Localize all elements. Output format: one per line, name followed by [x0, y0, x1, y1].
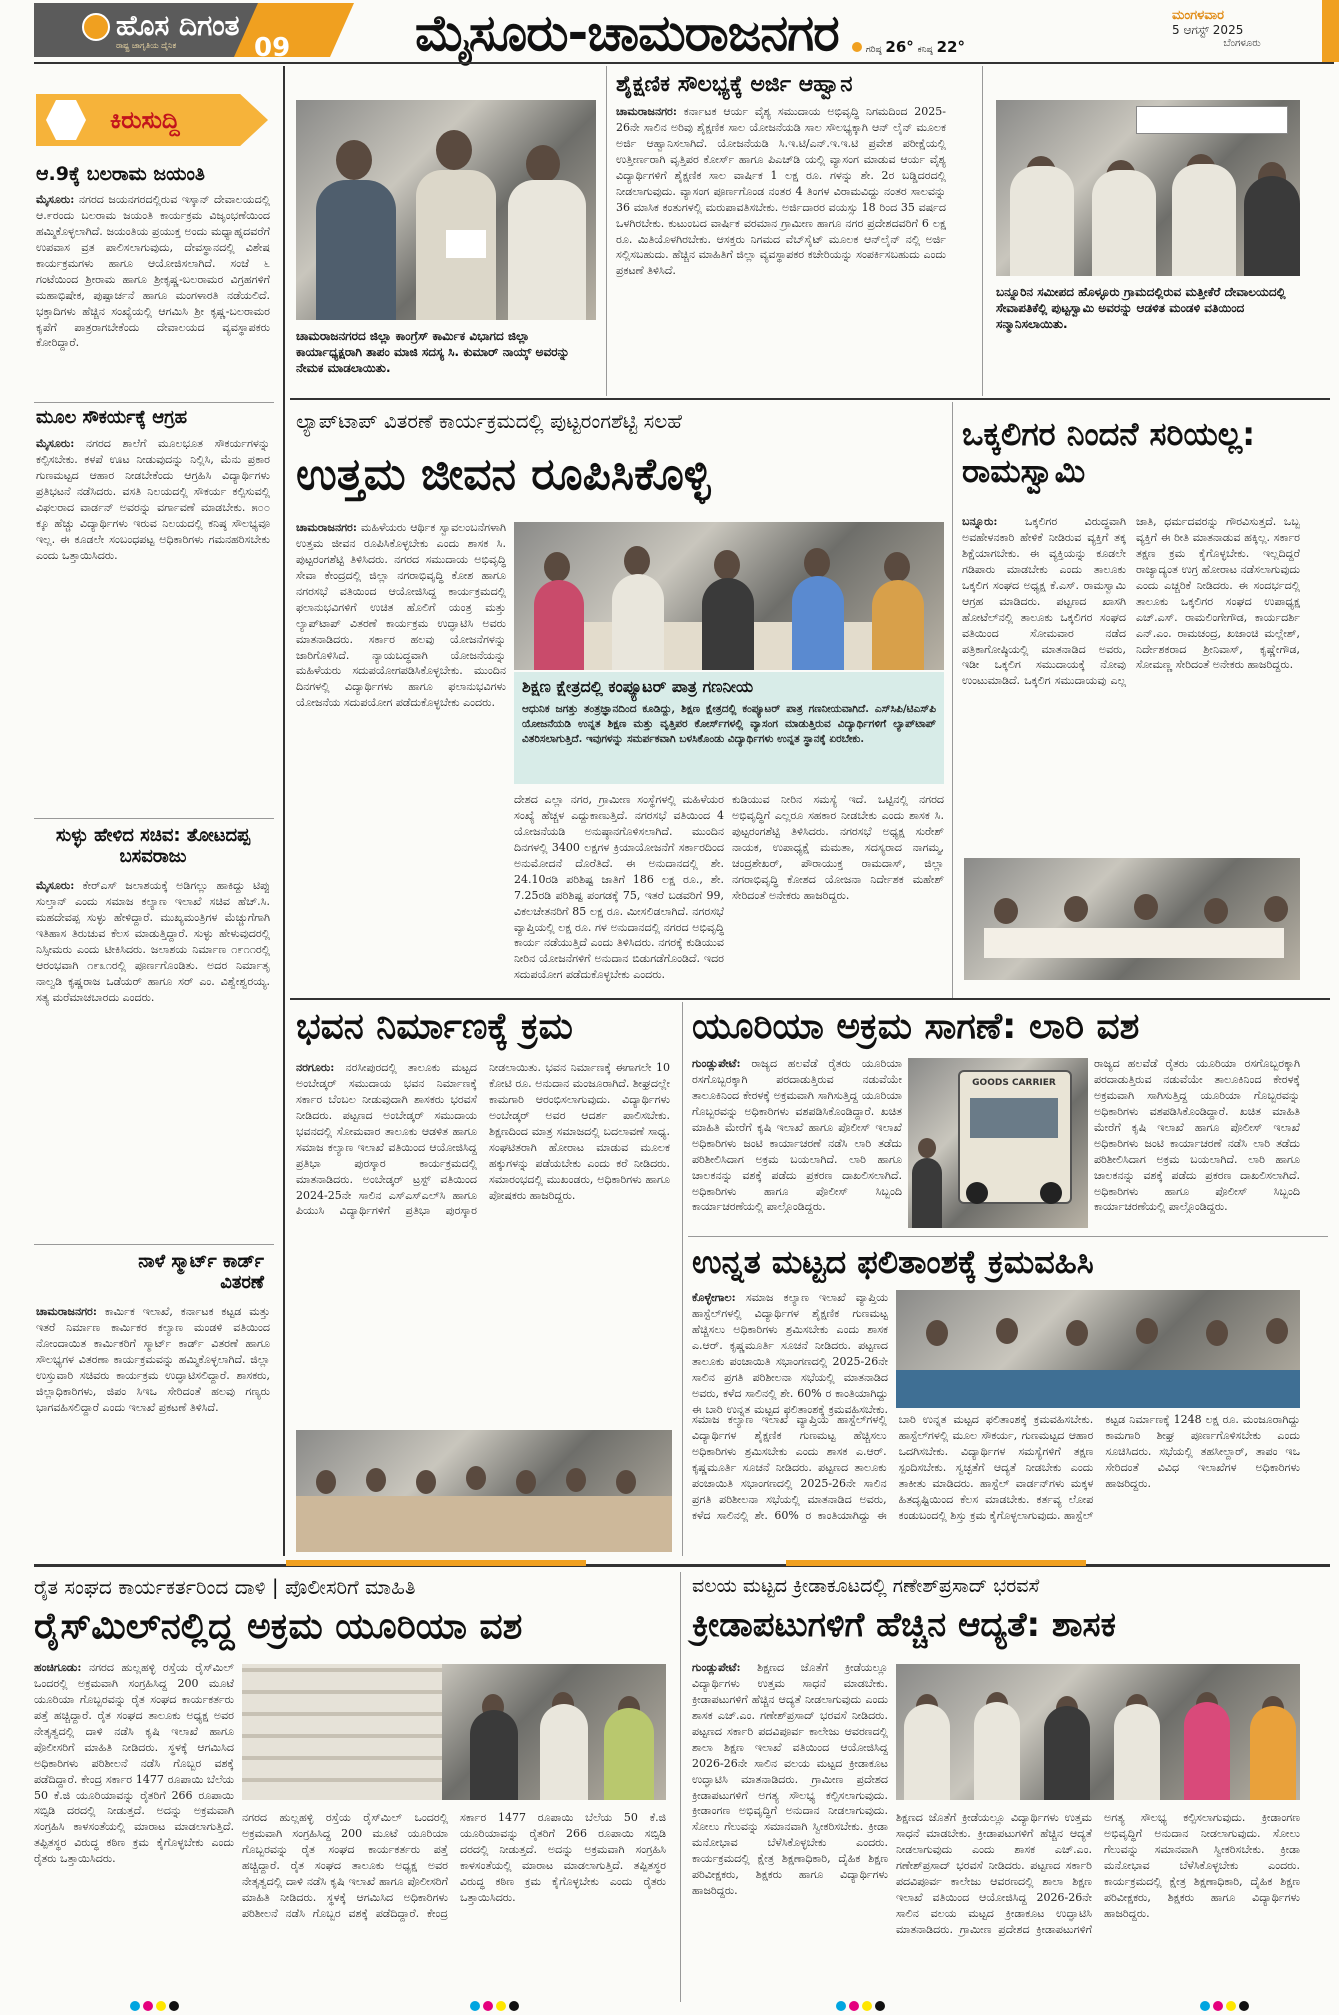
- masthead-rule: [34, 62, 1334, 64]
- urea-body-right: ರಾಜ್ಯದ ಹಲವೆಡೆ ರೈತರು ಯೂರಿಯಾ ರಸಗೊಬ್ಬರಕ್ಕಾಗಿ ಪರದಾಡುತ್ತಿರುವ ನಡುವೆಯೇ ತಾಲೂಕಿನಿಂದ ಕೇರಳಕ್ಕೆ ಅಕ್ರಮವಾಗಿ ಸಾಗಿಸುತ್ತಿದ್ದ ಯೂರಿಯಾ ಗೊಬ್ಬರವನ್ನು ಅಧಿಕಾರಿಗಳು ವಶಪಡಿಸಿಕೊಂಡಿದ್ದಾರೆ. ಖಚಿತ ಮಾಹಿತಿ ಮೇರೆಗೆ ಕೃಷಿ ಇಲಾಖೆ ಹಾಗೂ ಪೊಲೀಸ್ ಇಲಾಖೆ ಅಧಿಕಾರಿಗಳು ಜಂಟಿ ಕಾರ್ಯಾಚರಣೆ ನಡೆಸಿ ಲಾರಿ ತಡೆದು ಪರಿಶೀಲಿಸಿದಾಗ ಅಕ್ರಮ ಬಯಲಾಗಿದೆ. ಲಾರಿ ಹಾಗೂ ಚಾಲಕನನ್ನು ವಶಕ್ಕೆ ಪಡೆದು ಪ್ರಕರಣ ದಾಖಲಿಸಲಾಗಿದೆ. ಅಧಿಕಾರಿಗಳು ಹಾಗೂ ಪೊಲೀಸ್ ಸಿಬ್ಬಂದಿ ಕಾರ್ಯಾಚರಣೆಯಲ್ಲಿ ಪಾಲ್ಗೊಂಡಿದ್ದರು.: [1094, 1057, 1300, 1214]
- sidebar-item-headline[interactable]: ಆ.9ಕ್ಕೆ ಬಲರಾಮ ಜಯಂತಿ: [36, 163, 205, 185]
- city-label: ಬೆಂಗಳೂರು: [1223, 38, 1261, 49]
- photo-felicitation: [996, 100, 1300, 276]
- urea-body-left: ಗುಂಡ್ಲುಪೇಟೆ: ರಾಜ್ಯದ ಹಲವೆಡೆ ರೈತರು ಯೂರಿಯಾ ರಸಗೊಬ್ಬರಕ್ಕಾಗಿ ಪರದಾಡುತ್ತಿರುವ ನಡುವೆಯೇ ತಾಲೂಕಿನಿಂದ ಕೇರಳಕ್ಕೆ ಅಕ್ರಮವಾಗಿ ಸಾಗಿಸುತ್ತಿದ್ದ ಯೂರಿಯಾ ಗೊಬ್ಬರವನ್ನು ಅಧಿಕಾರಿಗಳು ವಶಪಡಿಸಿಕೊಂಡಿದ್ದಾರೆ. ಖಚಿತ ಮಾಹಿತಿ ಮೇರೆಗೆ ಕೃಷಿ ಇಲಾಖೆ ಹಾಗೂ ಪೊಲೀಸ್ ಇಲಾಖೆ ಅಧಿಕಾರಿಗಳು ಜಂಟಿ ಕಾರ್ಯಾಚರಣೆ ನಡೆಸಿ ಲಾರಿ ತಡೆದು ಪರಿಶೀಲಿಸಿದಾಗ ಅಕ್ರಮ ಬಯಲಾಗಿದೆ. ಲಾರಿ ಹಾಗೂ ಚಾಲಕನನ್ನು ವಶಕ್ಕೆ ಪಡೆದು ಪ್ರಕರಣ ದಾಖಲಿಸಲಾಗಿದೆ. ಅಧಿಕಾರಿಗಳು ಹಾಗೂ ಪೊಲೀಸ್ ಸಿಬ್ಬಂದಿ ಕಾರ್ಯಾಚರಣೆಯಲ್ಲಿ ಪಾಲ್ಗೊಂಡಿದ್ದರು.: [692, 1057, 902, 1214]
- rice-body-right: ನಗರದ ಹುಲ್ಲಹಳ್ಳಿ ರಸ್ತೆಯ ರೈಸ್‌ಮಿಲ್ ಒಂದರಲ್ಲಿ ಅಕ್ರಮವಾಗಿ ಸಂಗ್ರಹಿಸಿದ್ದ 200 ಮೂಟೆ ಯೂರಿಯಾ ಗೊಬ್ಬರವನ್ನು ರೈತ ಸಂಘದ ಕಾರ್ಯಕರ್ತರು ಪತ್ತೆ ಹಚ್ಚಿದ್ದಾರೆ. ರೈತ ಸಂಘದ ತಾಲೂಕು ಅಧ್ಯಕ್ಷ ಅವರ ನೇತೃತ್ವದಲ್ಲಿ ದಾಳಿ ನಡೆಸಿ ಕೃಷಿ ಇಲಾಖೆ ಹಾಗೂ ಪೊಲೀಸರಿಗೆ ಮಾಹಿತಿ ನೀಡಿದರು. ಸ್ಥಳಕ್ಕೆ ಆಗಮಿಸಿದ ಅಧಿಕಾರಿಗಳು ಪರಿಶೀಲನೆ ನಡೆಸಿ ಗೊಬ್ಬರ ವಶಕ್ಕೆ ಪಡೆದಿದ್ದಾರೆ. ಕೇಂದ್ರ ಸರ್ಕಾರ 1477 ರೂಪಾಯಿ ಬೆಲೆಯ 50 ಕೆ.ಜಿ ಯೂರಿಯಾವನ್ನು ರೈತರಿಗೆ 266 ರೂಪಾಯಿ ಸಬ್ಸಿಡಿ ದರದಲ್ಲಿ ನೀಡುತ್ತದೆ. ಅದನ್ನು ಅಕ್ರಮವಾಗಿ ಸಂಗ್ರಹಿಸಿ ಕಾಳಸಂತೆಯಲ್ಲಿ ಮಾರಾಟ ಮಾಡಲಾಗುತ್ತಿದೆ. ತಪ್ಪಿತಸ್ಥರ ವಿರುದ್ಧ ಕಠಿಣ ಕ್ರಮ ಕೈಗೊಳ್ಳಬೇಕು ಎಂದು ರೈತರು ಒತ್ತಾಯಿಸಿದರು.: [242, 1811, 666, 1920]
- weather-box: ಗರಿಷ್ಠ 26° ಕನಿಷ್ಠ 22°: [852, 38, 965, 56]
- day-label: ಮಂಗಳವಾರ: [1172, 8, 1225, 23]
- photo-students-award: [296, 1430, 672, 1552]
- photo-caption: ಬನ್ನೂರಿನ ಸಮೀಪದ ಹೊಳ್ಳೂರು ಗ್ರಾಮದಲ್ಲಿರುವ ಮತ್ತೀಕೆರೆ ದೇವಾಲಯದಲ್ಲಿ ಸೇವಾಪತಿಕೆಲ್ಲಿ ಪುಟ್ಟಸ್ವಾಮಿ ಅವರನ್ನು ಆಡಳಿತ ಮಂಡಳಿ ವತಿಯಿಂದ ಸನ್ಮಾನಿಸಲಾಯಿತು.: [996, 285, 1286, 332]
- photo-urea-sacks: [242, 1664, 666, 1800]
- bhavana-body: ನರಗೂರು: ನರಸೀಪುರದಲ್ಲಿ ತಾಲೂಕು ಮಟ್ಟದ ಅಂಬೇಡ್ಕರ್ ಸಮುದಾಯ ಭವನ ನಿರ್ಮಾಣಕ್ಕೆ ಸರ್ಕಾರ ಬೆಂಬಲ ನೀಡುವುದಾಗಿ ಶಾಸಕರು ಭರವಸೆ ನೀಡಿದರು. ಪಟ್ಟಣದ ಅಂಬೇಡ್ಕರ್ ಸಮುದಾಯ ಭವನದಲ್ಲಿ ಸೋಮವಾರ ತಾಲೂಕು ಆಡಳಿತ ಹಾಗೂ ಸಮಾಜ ಕಲ್ಯಾಣ ಇಲಾಖೆ ವತಿಯಿಂದ ಆಯೋಜಿಸಿದ್ದ ಪ್ರತಿಭಾ ಪುರಸ್ಕಾರ ಕಾರ್ಯಕ್ರಮದಲ್ಲಿ ಮಾತನಾಡಿದರು. ಅಂಬೇಡ್ಕರ್ ಟ್ರಸ್ಟ್ ವತಿಯಿಂದ 2024-25ನೇ ಸಾಲಿನ ಎಸ್‌ಎಸ್‌ಎಲ್‌ಸಿ ಹಾಗೂ ಪಿಯುಸಿ ವಿದ್ಯಾರ್ಥಿಗಳಿಗೆ ಪ್ರತಿಭಾ ಪುರಸ್ಕಾರ ನೀಡಲಾಯಿತು. ಭವನ ನಿರ್ಮಾಣಕ್ಕೆ ಈಗಾಗಲೇ 10 ಕೋಟಿ ರೂ. ಅನುದಾನ ಮಂಜೂರಾಗಿದೆ. ಶೀಘ್ರದಲ್ಲೇ ಕಾಮಗಾರಿ ಆರಂಭಿಸಲಾಗುವುದು. ವಿದ್ಯಾರ್ಥಿಗಳು ಅಂಬೇಡ್ಕರ್ ಅವರ ಆದರ್ಶ ಪಾಲಿಸಬೇಕು. ಶಿಕ್ಷಣದಿಂದ ಮಾತ್ರ ಸಮಾಜದಲ್ಲಿ ಬದಲಾವಣೆ ಸಾಧ್ಯ. ಸಂಘಟಿತರಾಗಿ ಹೋರಾಟ ಮಾಡುವ ಮೂಲಕ ಹಕ್ಕುಗಳನ್ನು ಪಡೆಯಬೇಕು ಎಂದು ಕರೆ ನೀಡಿದರು. ಸಮಾರಂಭದಲ್ಲಿ ಮುಖಂಡರು, ಅಧಿಕಾರಿಗಳು ಹಾಗೂ ಪೋಷಕರು ಹಾಜರಿದ್ದರು.: [296, 1061, 670, 1218]
- rice-kicker: ರೈತ ಸಂಘದ ಕಾರ್ಯಕರ್ತರಿಂದ ದಾಳಿ | ಪೊಲೀಸರಿಗೆ ಮಾಹಿತಿ: [34, 1575, 416, 1599]
- photo-sports-meet: [896, 1664, 1300, 1800]
- laptop-headline[interactable]: ಉತ್ತಮ ಜೀವನ ರೂಪಿಸಿಕೊಳ್ಳಿ: [296, 449, 711, 500]
- result-body: ಸಮಾಜ ಕಲ್ಯಾಣ ಇಲಾಖೆ ವ್ಯಾಪ್ತಿಯ ಹಾಸ್ಟೆಲ್‌ಗಳಲ್ಲಿ ವಿದ್ಯಾರ್ಥಿಗಳ ಶೈಕ್ಷಣಿಕ ಗುಣಮಟ್ಟ ಹೆಚ್ಚಿಸಲು ಅಧಿಕಾರಿಗಳು ಶ್ರಮಿಸಬೇಕು ಎಂದು ಶಾಸಕ ಎ.ಆರ್. ಕೃಷ್ಣಮೂರ್ತಿ ಸೂಚನೆ ನೀಡಿದರು. ಪಟ್ಟಣದ ತಾಲೂಕು ಪಂಚಾಯಿತಿ ಸಭಾಂಗಣದಲ್ಲಿ 2025-26ನೇ ಸಾಲಿನ ಪ್ರಗತಿ ಪರಿಶೀಲನಾ ಸಭೆಯಲ್ಲಿ ಮಾತನಾಡಿದ ಅವರು, ಕಳೆದ ಸಾಲಿನಲ್ಲಿ ಶೇ. 60% ರ ಕಾಂತಿಯಾಗಿದ್ದು ಈ ಬಾರಿ ಉನ್ನತ ಮಟ್ಟದ ಫಲಿತಾಂಶಕ್ಕೆ ಕ್ರಮವಹಿಸಬೇಕು. ಹಾಸ್ಟೆಲ್‌ಗಳಲ್ಲಿ ಮೂಲ ಸೌಕರ್ಯ, ಗುಣಮಟ್ಟದ ಆಹಾರ ಒದಗಿಸಬೇಕು. ವಿದ್ಯಾರ್ಥಿಗಳ ಸಮಸ್ಯೆಗಳಿಗೆ ತಕ್ಷಣ ಸ್ಪಂದಿಸಬೇಕು. ಸ್ವಚ್ಛತೆಗೆ ಆದ್ಯತೆ ನೀಡಬೇಕು ಎಂದು ತಾಕೀತು ಮಾಡಿದರು. ಹಾಸ್ಟೆಲ್ ವಾರ್ಡನ್‌ಗಳು ಮಕ್ಕಳ ಹಿತದೃಷ್ಟಿಯಿಂದ ಕೆಲಸ ಮಾಡಬೇಕು. ಕರ್ತವ್ಯ ಲೋಪ ಕಂಡುಬಂದಲ್ಲಿ ಶಿಸ್ತು ಕ್ರಮ ಕೈಗೊಳ್ಳಲಾಗುವುದು. ಹಾಸ್ಟೆಲ್ ಕಟ್ಟಡ ನಿರ್ಮಾಣಕ್ಕೆ 1248 ಲಕ್ಷ ರೂ. ಮಂಜೂರಾಗಿದ್ದು ಕಾಮಗಾರಿ ಶೀಘ್ರ ಪೂರ್ಣಗೊಳಿಸಬೇಕು ಎಂದು ಸೂಚಿಸಿದರು. ಸಭೆಯಲ್ಲಿ ತಹಸೀಲ್ದಾರ್, ತಾಪಂ ಇಒ ಸೇರಿದಂತೆ ವಿವಿಧ ಇಲಾಖೆಗಳ ಅಧಿಕಾರಿಗಳು ಹಾಜರಿದ್ದರು.: [692, 1413, 1300, 1522]
- laptop-body-left: ಚಾಮರಾಜನಗರ: ಮಹಿಳೆಯರು ಆರ್ಥಿಕ ಸ್ವಾವಲಂಬನೆಗಳಾಗಿ ಉತ್ತಮ ಜೀವನ ರೂಪಿಸಿಕೊಳ್ಳಬೇಕು ಎಂದು ಶಾಸಕ ಸಿ. ಪುಟ್ಟರಂಗಶೆಟ್ಟಿ ತಿಳಿಸಿದರು. ನಗರದ ಸಮುದಾಯ ಅಭಿವೃದ್ಧಿ ಸೇವಾ ಕೇಂದ್ರದಲ್ಲಿ ಜಿಲ್ಲಾ ನಗರಾಭಿವೃದ್ಧಿ ಕೋಶ ಹಾಗೂ ನಗರಸಭೆ ವತಿಯಿಂದ ಆಯೋಜಿಸಿದ್ದ ಕಾರ್ಯಕ್ರಮದಲ್ಲಿ ಫಲಾನುಭವಿಗಳಿಗೆ ಉಚಿತ ಹೊಲಿಗೆ ಯಂತ್ರ ಮತ್ತು ಲ್ಯಾಪ್‌ಟಾಪ್ ವಿತರಣೆ ಕಾರ್ಯಕ್ರಮ ಉದ್ಘಾಟಿಸಿ ಅವರು ಮಾತನಾಡಿದರು. ಸರ್ಕಾರ ಹಲವು ಯೋಜನೆಗಳನ್ನು ಜಾರಿಗೊಳಿಸಿದೆ. ನ್ಯಾಯಬದ್ಧವಾಗಿ ಯೋಜನೆಯನ್ನು ಮಹಿಳೆಯರು ಸದುಪಯೋಗಪಡಿಸಿಕೊಳ್ಳಬೇಕು. ಮುಂದಿನ ದಿನಗಳಲ್ಲಿ ವಿದ್ಯಾರ್ಥಿಗಳು ಹಾಗೂ ಫಲಾನುಭವಿಗಳು ಯೋಜನೆಯ ಸದುಪಯೋಗ ಪಡೆದುಕೊಳ್ಳಬೇಕು ಎಂದರು.: [296, 521, 506, 710]
- sidebar: [34, 66, 280, 1556]
- sidebar-item-body: ಮೈಸೂರು: ನಗರದ ಶಾಲೆಗೆ ಮೂಲಭೂತ ಸೌಕರ್ಯಗಳನ್ನು ಕಲ್ಪಿಸಬೇಕು. ಕಳಪೆ ಊಟ ನೀಡುವುದನ್ನು ನಿಲ್ಲಿಸಿ, ಮೆನು ಪ್ರಕಾರ ಗುಣಮಟ್ಟದ ಆಹಾರ ನೀಡಬೇಕೆಂದು ಆಗ್ರಹಿಸಿ ವಿದ್ಯಾರ್ಥಿಗಳು ಪ್ರತಿಭಟನೆ ನಡೆಸಿದರು. ವಸತಿ ನಿಲಯದಲ್ಲಿ ಸೌಕರ್ಯ ಕಲ್ಪಿಸುವಲ್ಲಿ ವಿಫಲರಾದ ವಾರ್ಡನ್ ಅವರನ್ನು ವರ್ಗಾವಣೆ ಮಾಡಬೇಕು. ೫೦೦ ಕ್ಕೂ ಹೆಚ್ಚು ವಿದ್ಯಾರ್ಥಿಗಳು ಇರುವ ನಿಲಯದಲ್ಲಿ ಕನಿಷ್ಠ ಸೌಲಭ್ಯವೂ ಇಲ್ಲ. ಈ ಕೂಡಲೇ ಸಂಬಂಧಪಟ್ಟ ಅಧಿಕಾರಿಗಳು ಗಮನಹರಿಸಬೇಕು ಎಂದು ಒತ್ತಾಯಿಸಿದರು.: [36, 437, 270, 562]
- sports-body-right: ಶಿಕ್ಷಣದ ಜೊತೆಗೆ ಕ್ರೀಡೆಯಲ್ಲೂ ವಿದ್ಯಾರ್ಥಿಗಳು ಉತ್ತಮ ಸಾಧನೆ ಮಾಡಬೇಕು. ಕ್ರೀಡಾಪಟುಗಳಿಗೆ ಹೆಚ್ಚಿನ ಆದ್ಯತೆ ನೀಡಲಾಗುವುದು ಎಂದು ಶಾಸಕ ಎಚ್.ಎಂ. ಗಣೇಶ್‌ಪ್ರಸಾದ್ ಭರವಸೆ ನೀಡಿದರು. ಪಟ್ಟಣದ ಸರ್ಕಾರಿ ಪದವಿಪೂರ್ವ ಕಾಲೇಜು ಆವರಣದಲ್ಲಿ ಶಾಲಾ ಶಿಕ್ಷಣ ಇಲಾಖೆ ವತಿಯಿಂದ ಆಯೋಜಿಸಿದ್ದ 2026-26ನೇ ಸಾಲಿನ ವಲಯ ಮಟ್ಟದ ಕ್ರೀಡಾಕೂಟ ಉದ್ಘಾಟಿಸಿ ಮಾತನಾಡಿದರು. ಗ್ರಾಮೀಣ ಪ್ರದೇಶದ ಕ್ರೀಡಾಪಟುಗಳಿಗೆ ಅಗತ್ಯ ಸೌಲಭ್ಯ ಕಲ್ಪಿಸಲಾಗುವುದು. ಕ್ರೀಡಾಂಗಣ ಅಭಿವೃದ್ಧಿಗೆ ಅನುದಾನ ನೀಡಲಾಗುವುದು. ಸೋಲು ಗೆಲುವನ್ನು ಸಮಾನವಾಗಿ ಸ್ವೀಕರಿಸಬೇಕು. ಕ್ರೀಡಾ ಮನೋಭಾವ ಬೆಳೆಸಿಕೊಳ್ಳಬೇಕು ಎಂದರು. ಕಾರ್ಯಕ್ರಮದಲ್ಲಿ ಕ್ಷೇತ್ರ ಶಿಕ್ಷಣಾಧಿಕಾರಿ, ದೈಹಿಕ ಶಿಕ್ಷಣ ಪರಿವೀಕ್ಷಕರು, ಶಿಕ್ಷಕರು ಹಾಗೂ ವಿದ್ಯಾರ್ಥಿಗಳು ಹಾಜರಿದ್ದರು.: [896, 1811, 1300, 1936]
- urea-headline[interactable]: ಯೂರಿಯಾ ಅಕ್ರಮ ಸಾಗಣೆ: ಲಾರಿ ವಶ: [692, 1006, 1140, 1047]
- sidebar-item-headline[interactable]: ಮೂಲ ಸೌಕರ್ಯಕ್ಕೆ ಆಗ್ರಹ: [36, 407, 188, 428]
- color-registration-marks: [836, 1996, 888, 2015]
- lorry-label: GOODS CARRIER: [972, 1078, 1056, 1088]
- laptop-kicker: ಲ್ಯಾಪ್‌ಟಾಪ್ ವಿತರಣೆ ಕಾರ್ಯಕ್ರಮದಲ್ಲಿ ಪುಟ್ಟರಂಗಶೆಟ್ಟಿ ಸಲಹೆ: [296, 409, 682, 433]
- edition-title: ಮೈಸೂರು-ಚಾಮರಾಜನಗರ: [415, 4, 839, 62]
- laptop-body-bottom: ಕುಡಿಯುವ ನೀರಿನ ಸಮಸ್ಯೆ ಇದೆ. ಒಟ್ಟಿನಲ್ಲಿ ನಗರದ ಅಭಿವೃದ್ಧಿಗೆ ಎಲ್ಲರೂ ಸಹಕಾರ ನೀಡಬೇಕು ಎಂದು ಶಾಸಕ ಸಿ. ಪುಟ್ಟರಂಗಶೆಟ್ಟಿ ತಿಳಿಸಿದರು. ನಗರಸಭೆ ಅಧ್ಯಕ್ಷ ಸುರೇಶ್ ನಾಯಕ, ಉಪಾಧ್ಯಕ್ಷೆ ಮಮತಾ, ಸದಸ್ಯರಾದ ನಾಗಮ್ಮ, ಚಂದ್ರಶೇಖರ್, ಪೌರಾಯುಕ್ತ ರಾಮದಾಸ್, ಜಿಲ್ಲಾ ನಗರಾಭಿವೃದ್ಧಿ ಕೋಶದ ಯೋಜನಾ ನಿರ್ದೇಶಕ ಮಹೇಶ್ ಸೇರಿದಂತೆ ಅನೇಕರು ಹಾಜರಿದ್ದರು.: [732, 793, 944, 902]
- sun-icon: [852, 42, 862, 52]
- sidebar-item-headline[interactable]: ಸುಳ್ಳು ಹೇಳಿದ ಸಚಿವ: ತೋಟದಪ್ಪ ಬಸವರಾಜು: [55, 825, 251, 867]
- logo-icon: [82, 13, 110, 41]
- photo-press-meet: [964, 858, 1300, 980]
- pull-quote-box: [514, 672, 944, 784]
- color-registration-marks: [1200, 1996, 1252, 2015]
- logo-text: ಹೊಸ ದಿಗಂತ: [116, 9, 240, 42]
- photo-lorry: [908, 1058, 1088, 1228]
- pull-headline: ಶಿಕ್ಷಣ ಕ್ಷೇತ್ರದಲ್ಲಿ ಕಂಪ್ಯೂಟರ್ ಪಾತ್ರ ಗಣನೀಯ: [522, 677, 754, 696]
- sidebar-title: ಕಿರುಸುದ್ದಿ: [110, 106, 180, 134]
- divider-accent: [286, 1560, 586, 1566]
- sports-body-left: ಗುಂಡ್ಲುಪೇಟೆ: ಶಿಕ್ಷಣದ ಜೊತೆಗೆ ಕ್ರೀಡೆಯಲ್ಲೂ ವಿದ್ಯಾರ್ಥಿಗಳು ಉತ್ತಮ ಸಾಧನೆ ಮಾಡಬೇಕು. ಕ್ರೀಡಾಪಟುಗಳಿಗೆ ಹೆಚ್ಚಿನ ಆದ್ಯತೆ ನೀಡಲಾಗುವುದು ಎಂದು ಶಾಸಕ ಎಚ್.ಎಂ. ಗಣೇಶ್‌ಪ್ರಸಾದ್ ಭರವಸೆ ನೀಡಿದರು. ಪಟ್ಟಣದ ಸರ್ಕಾರಿ ಪದವಿಪೂರ್ವ ಕಾಲೇಜು ಆವರಣದಲ್ಲಿ ಶಾಲಾ ಶಿಕ್ಷಣ ಇಲಾಖೆ ವತಿಯಿಂದ ಆಯೋಜಿಸಿದ್ದ 2026-26ನೇ ಸಾಲಿನ ವಲಯ ಮಟ್ಟದ ಕ್ರೀಡಾಕೂಟ ಉದ್ಘಾಟಿಸಿ ಮಾತನಾಡಿದರು. ಗ್ರಾಮೀಣ ಪ್ರದೇಶದ ಕ್ರೀಡಾಪಟುಗಳಿಗೆ ಅಗತ್ಯ ಸೌಲಭ್ಯ ಕಲ್ಪಿಸಲಾಗುವುದು. ಕ್ರೀಡಾಂಗಣ ಅಭಿವೃದ್ಧಿಗೆ ಅನುದಾನ ನೀಡಲಾಗುವುದು. ಸೋಲು ಗೆಲುವನ್ನು ಸಮಾನವಾಗಿ ಸ್ವೀಕರಿಸಬೇಕು. ಕ್ರೀಡಾ ಮನೋಭಾವ ಬೆಳೆಸಿಕೊಳ್ಳಬೇಕು ಎಂದರು. ಕಾರ್ಯಕ್ರಮದಲ್ಲಿ ಕ್ಷೇತ್ರ ಶಿಕ್ಷಣಾಧಿಕಾರಿ, ದೈಹಿಕ ಶಿಕ್ಷಣ ಪರಿವೀಕ್ಷಕರು, ಶಿಕ್ಷಕರು ಹಾಗೂ ವಿದ್ಯಾರ್ಥಿಗಳು ಹಾಜರಿದ್ದರು.: [692, 1661, 888, 1898]
- sidebar-item-headline[interactable]: ನಾಳೆ ಸ್ಮಾರ್ಟ್ ಕಾರ್ಡ್ ವಿತರಣೆ: [138, 1251, 264, 1293]
- logo-block[interactable]: [34, 3, 354, 63]
- divider-accent: [786, 1560, 1086, 1566]
- accent-bar: [1322, 0, 1339, 62]
- photo-handover: [296, 100, 596, 320]
- photo-laptop-distribution: [514, 522, 944, 670]
- pull-body: ಆಧುನಿಕ ಜಗತ್ತು ತಂತ್ರಜ್ಞಾನದಿಂದ ಕೂಡಿದ್ದು, ಶಿಕ್ಷಣ ಕ್ಷೇತ್ರದಲ್ಲಿ ಕಂಪ್ಯೂಟರ್ ಪಾತ್ರ ಗಣನೀಯವಾಗಿದೆ. ಎಸ್‌ಸಿಪಿ/ಟಿಎಸ್‌ಪಿ ಯೋಜನೆಯಡಿ ಉನ್ನತ ಶಿಕ್ಷಣ ಮತ್ತು ವೃತ್ತಿಪರ ಕೋರ್ಸ್‌ಗಳಲ್ಲಿ ವ್ಯಾಸಂಗ ಮಾಡುತ್ತಿರುವ ವಿದ್ಯಾರ್ಥಿಗಳಿಗೆ ಲ್ಯಾಪ್‌ಟಾಪ್ ವಿತರಿಸಲಾಗುತ್ತಿದೆ. ಇವುಗಳನ್ನು ಸಮರ್ಪಕವಾಗಿ ಬಳಸಿಕೊಂಡು ವಿದ್ಯಾರ್ಥಿಗಳು ಉನ್ನತ ಸ್ಥಾನಕ್ಕೆ ಏರಬೇಕು.: [522, 703, 936, 746]
- color-registration-marks: [130, 1996, 182, 2015]
- sidebar-header: [36, 94, 268, 146]
- page-number: 09: [254, 33, 291, 63]
- story-headline[interactable]: ಶೈಕ್ಷಣಿಕ ಸೌಲಭ್ಯಕ್ಕೆ ಅರ್ಜಿ ಆಹ್ವಾನ: [616, 72, 853, 97]
- result-headline[interactable]: ಉನ್ನತ ಮಟ್ಟದ ಫಲಿತಾಂಶಕ್ಕೆ ಕ್ರಮವಹಿಸಿ: [692, 1243, 1094, 1281]
- sidebar-item-body: ಮೈಸೂರು: ಕೇರ್‌ಎಸ್ ಜಲಾಶಯಕ್ಕೆ ಅಡಿಗಲ್ಲು ಹಾಕಿದ್ದು ಟಿಪ್ಪು ಸುಲ್ತಾನ್ ಎಂದು ಸಮಾಜ ಕಲ್ಯಾಣ ಇಲಾಖೆ ಸಚಿವ ಹೆಚ್.ಸಿ. ಮಹದೇವಪ್ಪ ಸುಳ್ಳು ಹೇಳಿದ್ದಾರೆ. ಮುಖ್ಯಮಂತ್ರಿಗಳ ಮೆಚ್ಚುಗೆಗಾಗಿ ಇತಿಹಾಸ ತಿರುಚುವ ಕೆಲಸ ಮಾಡುತ್ತಿದ್ದಾರೆ. ಸುಳ್ಳು ಹೇಳುವುದರಲ್ಲಿ ನಿಸ್ಸೀಮರು ಎಂದು ಟೀಕಿಸಿದರು. ಜಲಾಶಯ ನಿರ್ಮಾಣ ೧೯೧೧ರಲ್ಲಿ ಆರಂಭವಾಗಿ ೧೯೩೧ರಲ್ಲಿ ಪೂರ್ಣಗೊಂಡಿತು. ಅದರ ನಿರ್ಮಾತೃ ನಾಲ್ವಡಿ ಕೃಷ್ಣರಾಜ ಒಡೆಯರ್ ಹಾಗೂ ಸರ್ ಎಂ. ವಿಶ್ವೇಶ್ವರಯ್ಯ. ಸತ್ಯ ಮರೆಮಾಚಬಾರದು ಎಂದರು.: [36, 879, 270, 1004]
- lorry-shape: [958, 1070, 1072, 1204]
- sports-kicker: ವಲಯ ಮಟ್ಟದ ಕ್ರೀಡಾಕೂಟದಲ್ಲಿ ಗಣೇಶ್‌ಪ್ರಸಾದ್ ಭರವಸೆ: [692, 1575, 1040, 1597]
- result-body-intro: ಕೊಳ್ಳೇಗಾಲ: ಸಮಾಜ ಕಲ್ಯಾಣ ಇಲಾಖೆ ವ್ಯಾಪ್ತಿಯ ಹಾಸ್ಟೆಲ್‌ಗಳಲ್ಲಿ ವಿದ್ಯಾರ್ಥಿಗಳ ಶೈಕ್ಷಣಿಕ ಗುಣಮಟ್ಟ ಹೆಚ್ಚಿಸಲು ಅಧಿಕಾರಿಗಳು ಶ್ರಮಿಸಬೇಕು ಎಂದು ಶಾಸಕ ಎ.ಆರ್. ಕೃಷ್ಣಮೂರ್ತಿ ಸೂಚನೆ ನೀಡಿದರು. ಪಟ್ಟಣದ ತಾಲೂಕು ಪಂಚಾಯಿತಿ ಸಭಾಂಗಣದಲ್ಲಿ 2025-26ನೇ ಸಾಲಿನ ಪ್ರಗತಿ ಪರಿಶೀಲನಾ ಸಭೆಯಲ್ಲಿ ಮಾತನಾಡಿದ ಅವರು, ಕಳೆದ ಸಾಲಿನಲ್ಲಿ ಶೇ. 60% ರ ಕಾಂತಿಯಾಗಿದ್ದು ಈ ಬಾರಿ ಉನ್ನತ ಮಟ್ಟದ ಫಲಿತಾಂಶಕ್ಕೆ ಕ್ರಮವಹಿಸಬೇಕು.: [692, 1291, 888, 1416]
- laptop-body-right: ದೇಶದ ಎಲ್ಲಾ ನಗರ, ಗ್ರಾಮೀಣ ಸಂಸ್ಥೆಗಳಲ್ಲಿ ಮಹಿಳೆಯರ ಸಂಖ್ಯೆ ಹೆಚ್ಚಳ ಎದ್ದುಕಾಣುತ್ತಿದೆ. ನಗರಸಭೆ ವತಿಯಿಂದ 4 ಯೋಜನೆಯಡಿ ಅನುಷ್ಠಾನಗೊಳಿಸಲಾಗಿದೆ. ಮುಂದಿನ ದಿನಗಳಲ್ಲಿ 3400 ಲಕ್ಷಗಳ ಕ್ರಿಯಾಯೋಜನೆಗೆ ಸರ್ಕಾರದಿಂದ ಅನುಮೋದನೆ ದೊರೆತಿದೆ. ಈ ಅನುದಾನದಲ್ಲಿ ಶೇ. 24.10ರಡಿ ಪರಿಶಿಷ್ಟ ಜಾತಿಗೆ 186 ಲಕ್ಷ ರೂ., ಶೇ. 7.25ರಡಿ ಪರಿಶಿಷ್ಟ ಪಂಗಡಕ್ಕೆ 75, ಇತರೆ ಬಡವರಿಗೆ 99, ವಿಕಲಚೇತನರಿಗೆ 85 ಲಕ್ಷ ರೂ. ಮೀಸಲಿಡಲಾಗಿದೆ. ನಗರಸಭೆ ವ್ಯಾಪ್ತಿಯಲ್ಲಿ ಲಕ್ಷ ರೂ. ಗಳ ಅನುದಾನದಲ್ಲಿ ನಗರದ ಅಭಿವೃದ್ಧಿ ಕಾರ್ಯ ನಡೆಯುತ್ತಿದೆ ಎಂದು ತಿಳಿಸಿದರು. ನಗರಕ್ಕೆ ಕುಡಿಯುವ ನೀರಿನ ಯೋಜನೆಗಳಿಗೆ ಅನುದಾನ ಬಿಡುಗಡೆಗೊಂಡಿದೆ. ಇದರ ಸದುಪಯೋಗ ಪಡೆದುಕೊಳ್ಳಬೇಕು ಎಂದರು.: [514, 793, 724, 982]
- okkaliga-body: ಬನ್ನೂರು: ಒಕ್ಕಲಿಗರ ವಿರುದ್ಧವಾಗಿ ಅವಹೇಳನಕಾರಿ ಹೇಳಿಕೆ ನೀಡಿರುವ ವ್ಯಕ್ತಿಗೆ ತಕ್ಕ ಶಿಕ್ಷೆಯಾಗಬೇಕು. ಈ ವ್ಯಕ್ತಿಯನ್ನು ಕೂಡಲೇ ಗಡಿಪಾರು ಮಾಡಬೇಕು ಎಂದು ತಾಲೂಕು ಒಕ್ಕಲಿಗ ಸಂಘದ ಅಧ್ಯಕ್ಷ ಕೆ.ಎಸ್. ರಾಮಸ್ವಾಮಿ ಆಗ್ರಹ ಮಾಡಿದರು. ಪಟ್ಟಣದ ಖಾಸಗಿ ಹೋಟೆಲ್‌ನಲ್ಲಿ ತಾಲೂಕು ಒಕ್ಕಲಿಗರ ಸಂಘದ ವತಿಯಿಂದ ಸೋಮವಾರ ನಡೆದ ಪತ್ರಿಕಾಗೋಷ್ಠಿಯಲ್ಲಿ ಮಾತನಾಡಿದ ಅವರು, ಇಡೀ ಒಕ್ಕಲಿಗ ಸಮುದಾಯಕ್ಕೆ ನೋವು ಉಂಟುಮಾಡಿದೆ. ಒಕ್ಕಲಿಗ ಸಮುದಾಯವು ಎಲ್ಲ ಜಾತಿ, ಧರ್ಮದವರನ್ನು ಗೌರವಿಸುತ್ತದೆ. ಒಬ್ಬ ವ್ಯಕ್ತಿಗೆ ಈ ರೀತಿ ಮಾತನಾಡುವ ಹಕ್ಕಿಲ್ಲ. ಸರ್ಕಾರ ತಕ್ಷಣ ಕ್ರಮ ಕೈಗೊಳ್ಳಬೇಕು. ಇಲ್ಲದಿದ್ದರೆ ರಾಜ್ಯಾದ್ಯಂತ ಉಗ್ರ ಹೋರಾಟ ನಡೆಸಲಾಗುವುದು ಎಂದು ಎಚ್ಚರಿಕೆ ನೀಡಿದರು. ಈ ಸಂದರ್ಭದಲ್ಲಿ ತಾಲೂಕು ಒಕ್ಕಲಿಗರ ಸಂಘದ ಉಪಾಧ್ಯಕ್ಷ ಎಚ್.ಎಸ್. ರಾಮಲಿಂಗೇಗೌಡ, ಕಾರ್ಯದರ್ಶಿ ಎನ್.ಎಂ. ರಾಮಚಂದ್ರ, ಖಜಾಂಚಿ ಮಲ್ಲೇಶ್, ನಿರ್ದೇಶಕರಾದ ಶ್ರೀನಿವಾಸ್, ಕೃಷ್ಣೇಗೌಡ, ಸೋಮಣ್ಣ ಸೇರಿದಂತೆ ಅನೇಕರು ಹಾಜರಿದ್ದರು.: [962, 515, 1300, 688]
- bhavana-headline[interactable]: ಭವನ ನಿರ್ಮಾಣಕ್ಕೆ ಕ್ರಮ: [296, 1006, 573, 1047]
- sports-headline[interactable]: ಕ್ರೀಡಾಪಟುಗಳಿಗೆ ಹೆಚ್ಚಿನ ಆದ್ಯತೆ: ಶಾಸಕ: [692, 1605, 1116, 1645]
- story-body: ಚಾಮರಾಜನಗರ: ಕರ್ನಾಟಕ ಆರ್ಯ ವೈಶ್ಯ ಸಮುದಾಯ ಅಭಿವೃದ್ಧಿ ನಿಗಮದಿಂದ 2025-26ನೇ ಸಾಲಿನ ಅರಿವು ಶೈಕ್ಷಣಿಕ ಸಾಲ ಯೋಜನೆಯಡಿ ಸಾಲ ಸೌಲಭ್ಯಕ್ಕಾಗಿ ಆನ್ ಲೈನ್ ಮೂಲಕ ಅರ್ಜಿ ಆಹ್ವಾನಿಸಲಾಗಿದೆ. ಯೋಜನೆಯಡಿ ಸಿ.ಇ.ಟಿ/ಎನ್.ಇ.ಇ.ಟಿ ಪ್ರವೇಶ ಪರೀಕ್ಷೆಯಲ್ಲಿ ಉತ್ತೀರ್ಣರಾಗಿ ವೃತ್ತಿಪರ ಕೋರ್ಸ್ ಹಾಗೂ ಪಿಎಚ್‌ಡಿ ಯಲ್ಲಿ ವ್ಯಾಸಂಗ ಮಾಡುವ ಆರ್ಯ ವೈಶ್ಯ ವಿದ್ಯಾರ್ಥಿಗಳಿಗೆ ಶೈಕ್ಷಣಿಕ ಸಾಲ ವಾರ್ಷಿಕ 1 ಲಕ್ಷ ರೂ. ಗಳನ್ನು ಶೇ. 2ರ ಬಡ್ಡಿದರದಲ್ಲಿ ನೀಡಲಾಗುವುದು. ವ್ಯಾಸಂಗ ಪೂರ್ಣಗೊಂಡ ನಂತರ 4 ತಿಂಗಳ ವಿರಾಮವಿದ್ದು ನಂತರ ಸಾಲವನ್ನು 36 ಮಾಸಿಕ ಕಂತುಗಳಲ್ಲಿ ಮರುಪಾವತಿಸಬೇಕು. ಅರ್ಜಿದಾರರ ವಯಸ್ಸು 18 ರಿಂದ 35 ವರ್ಷದ ಒಳಗಿರಬೇಕು. ಕುಟುಂಬದ ವಾರ್ಷಿಕ ವರಮಾನ ಗ್ರಾಮೀಣ ಹಾಗೂ ನಗರ ಪ್ರದೇಶದವರಿಗೆ 6 ಲಕ್ಷ ರೂ. ಮಿತಿಯೊಳಗಿರಬೇಕು. ಆಸಕ್ತರು ನಿಗಮದ ವೆಬ್‌ಸೈಟ್ ಮೂಲಕ ಆನ್‌ಲೈನ್ ನಲ್ಲಿ ಅರ್ಜಿ ಸಲ್ಲಿಸಬಹುದು. ಹೆಚ್ಚಿನ ಮಾಹಿತಿಗೆ ಜಿಲ್ಲಾ ವ್ಯವಸ್ಥಾಪಕರ ಕಚೇರಿಯನ್ನು ಸಂಪರ್ಕಿಸಬಹುದು ಎಂದು ಪ್ರಕಟಣೆ ತಿಳಿಸಿದೆ.: [616, 105, 946, 278]
- sidebar-item-body: ಚಾಮರಾಜನಗರ: ಕಾರ್ಮಿಕ ಇಲಾಖೆ, ಕರ್ನಾಟಕ ಕಟ್ಟಡ ಮತ್ತು ಇತರೆ ನಿರ್ಮಾಣ ಕಾರ್ಮಿಕರ ಕಲ್ಯಾಣ ಮಂಡಳಿ ವತಿಯಿಂದ ನೋಂದಾಯಿತ ಕಾರ್ಮಿಕರಿಗೆ ಸ್ಮಾರ್ಟ್ ಕಾರ್ಡ್ ವಿತರಣೆ ಹಾಗೂ ಸೌಲಭ್ಯಗಳ ವಿತರಣಾ ಕಾರ್ಯಕ್ರಮವನ್ನು ಹಮ್ಮಿಕೊಳ್ಳಲಾಗಿದೆ. ಜಿಲ್ಲಾ ಉಸ್ತುವಾರಿ ಸಚಿವರು ಕಾರ್ಯಕ್ರಮ ಉದ್ಘಾಟಿಸಲಿದ್ದಾರೆ. ಶಾಸಕರು, ಜಿಲ್ಲಾಧಿಕಾರಿಗಳು, ಜಿಪಂ ಸಿಇಒ ಸೇರಿದಂತೆ ಹಲವು ಗಣ್ಯರು ಭಾಗವಹಿಸಲಿದ್ದಾರೆ ಎಂದು ಇಲಾಖೆ ಪ್ರಕಟಣೆ ತಿಳಿಸಿದೆ.: [36, 1305, 270, 1414]
- rice-body-left: ಹಂಚಿಗೂಡು: ನಗರದ ಹುಲ್ಲಹಳ್ಳಿ ರಸ್ತೆಯ ರೈಸ್‌ಮಿಲ್ ಒಂದರಲ್ಲಿ ಅಕ್ರಮವಾಗಿ ಸಂಗ್ರಹಿಸಿದ್ದ 200 ಮೂಟೆ ಯೂರಿಯಾ ಗೊಬ್ಬರವನ್ನು ರೈತ ಸಂಘದ ಕಾರ್ಯಕರ್ತರು ಪತ್ತೆ ಹಚ್ಚಿದ್ದಾರೆ. ರೈತ ಸಂಘದ ತಾಲೂಕು ಅಧ್ಯಕ್ಷ ಅವರ ನೇತೃತ್ವದಲ್ಲಿ ದಾಳಿ ನಡೆಸಿ ಕೃಷಿ ಇಲಾಖೆ ಹಾಗೂ ಪೊಲೀಸರಿಗೆ ಮಾಹಿತಿ ನೀಡಿದರು. ಸ್ಥಳಕ್ಕೆ ಆಗಮಿಸಿದ ಅಧಿಕಾರಿಗಳು ಪರಿಶೀಲನೆ ನಡೆಸಿ ಗೊಬ್ಬರ ವಶಕ್ಕೆ ಪಡೆದಿದ್ದಾರೆ. ಕೇಂದ್ರ ಸರ್ಕಾರ 1477 ರೂಪಾಯಿ ಬೆಲೆಯ 50 ಕೆ.ಜಿ ಯೂರಿಯಾವನ್ನು ರೈತರಿಗೆ 266 ರೂಪಾಯಿ ಸಬ್ಸಿಡಿ ದರದಲ್ಲಿ ನೀಡುತ್ತದೆ. ಅದನ್ನು ಅಕ್ರಮವಾಗಿ ಸಂಗ್ರಹಿಸಿ ಕಾಳಸಂತೆಯಲ್ಲಿ ಮಾರಾಟ ಮಾಡಲಾಗುತ್ತಿದೆ. ತಪ್ಪಿತಸ್ಥರ ವಿರುದ್ಧ ಕಠಿಣ ಕ್ರಮ ಕೈಗೊಳ್ಳಬೇಕು ಎಂದು ರೈತರು ಒತ್ತಾಯಿಸಿದರು.: [34, 1661, 234, 1866]
- photo-caption: ಚಾಮರಾಜನಗರದ ಜಿಲ್ಲಾ ಕಾಂಗ್ರೆಸ್ ಕಾರ್ಮಿಕ ವಿಭಾಗದ ಜಿಲ್ಲಾ ಕಾರ್ಯಾಧ್ಯಕ್ಷರಾಗಿ ತಾಪಂ ಮಾಜಿ ಸದಸ್ಯ ಸಿ. ಕುಮಾರ್ ನಾಯ್ಕ್ ಅವರನ್ನು ನೇಮಕ ಮಾಡಲಾಯಿತು.: [296, 329, 570, 376]
- date-box: [1172, 8, 1312, 49]
- color-registration-marks: [470, 1996, 522, 2015]
- okkaliga-headline[interactable]: ಒಕ್ಕಲಿಗರ ನಿಂದನೆ ಸರಿಯಲ್ಲ: ರಾಮಸ್ವಾಮಿ: [962, 415, 1256, 490]
- photo-review-meeting: [896, 1290, 1300, 1408]
- date-label: 5 ಆಗಸ್ಟ್ 2025: [1172, 23, 1244, 37]
- logo-tagline: ರಾಷ್ಟ್ರ ಜಾಗೃತಿಯ ದೈನಿಕ: [116, 41, 177, 50]
- masthead: [0, 0, 1339, 62]
- sidebar-item-body: ಮೈಸೂರು: ನಗರದ ಜಯನಗರದಲ್ಲಿರುವ ಇಸ್ಕಾನ್ ದೇವಾಲಯದಲ್ಲಿ ಆ.೯ರಂದು ಬಲರಾಮ ಜಯಂತಿ ಕಾರ್ಯಕ್ರಮ ವಿಜೃಂಭಣೆಯಿಂದ ಹಮ್ಮಿಕೊಳ್ಳಲಾಗಿದೆ. ಜಯಂತಿಯ ಪ್ರಯುಕ್ತ ಅಂದು ಮಧ್ಯಾಹ್ನದವರೆಗೆ ಉಪವಾಸ ವ್ರತ ಪಾಲಿಸಲಾಗುವುದು, ದೇವಸ್ಥಾನದಲ್ಲಿ ವಿಶೇಷ ಕಾರ್ಯಕ್ರಮಗಳು ಹಾಗೂ ಆಯೋಜಿಸಲಾಗಿದೆ. ಸಂಜೆ ೬ ಗಂಟೆಯಿಂದ ಶ್ರೀರಾಮ ಹಾಗೂ ಶ್ರೀಕೃಷ್ಣ-ಬಲರಾಮರ ವಿಗ್ರಹಗಳಿಗೆ ಮಹಾಭಿಷೇಕ, ಪುಷ್ಪಾರ್ಚನೆ ಹಾಗೂ ಮಂಗಳಾರತಿ ನಡೆಯಲಿದೆ. ಭಕ್ತಾದಿಗಳು ಹೆಚ್ಚಿನ ಸಂಖ್ಯೆಯಲ್ಲಿ ಆಗಮಿಸಿ ಶ್ರೀ ಕೃಷ್ಣ-ಬಲರಾಮರ ಕೃಪೆಗೆ ಪಾತ್ರರಾಗಬೇಕೆಂದು ದೇವಾಲಯದ ವ್ಯವಸ್ಥಾಪಕರು ಕೋರಿದ್ದಾರೆ.: [36, 193, 270, 350]
- rice-headline[interactable]: ರೈಸ್‌ಮಿಲ್‌ನಲ್ಲಿದ್ದ ಅಕ್ರಮ ಯೂರಿಯಾ ವಶ: [34, 1606, 523, 1647]
